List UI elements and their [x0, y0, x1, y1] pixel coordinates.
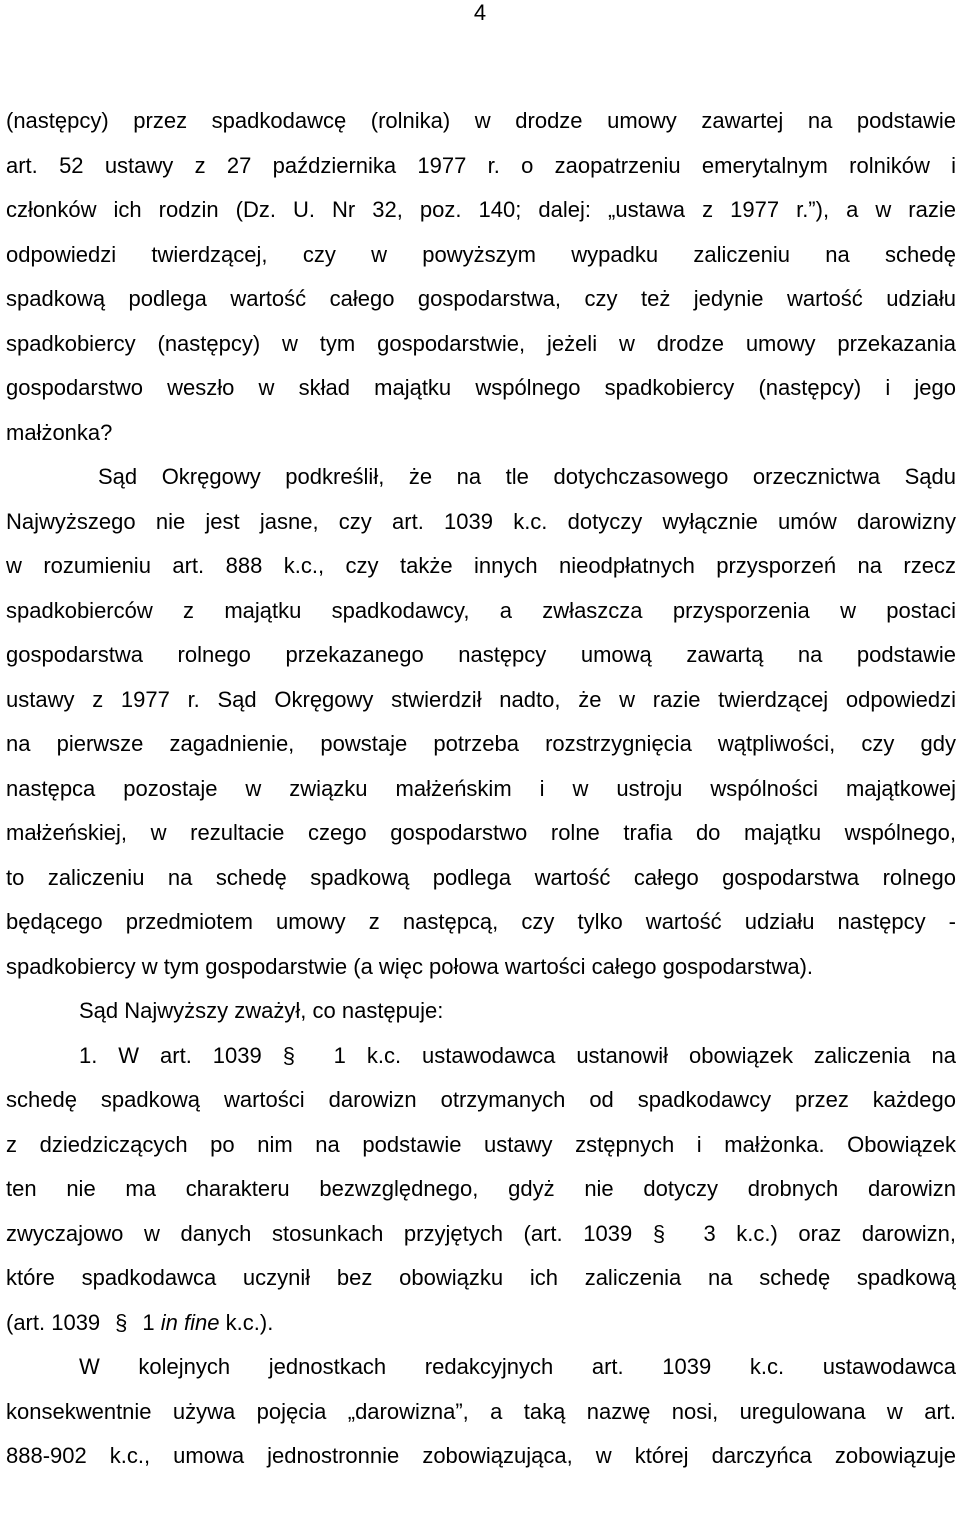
- text-fragment: 3 k.c.) oraz darowizn,: [703, 1220, 956, 1246]
- section-sign-icon: [106, 1301, 136, 1346]
- text-line: ustawy z 1977 r. Sąd Okręgowy stwierdził nadto, że w razie twierdzącej odpowiedzi: [6, 686, 956, 712]
- text-line: (następcy) przez spadkodawcę (rolnika) w drodze umowy zawartej na podstawie: [6, 108, 956, 133]
- text-line: następca pozostaje w związku małżeńskim i w ustroju wspólności majątkowej: [6, 775, 956, 801]
- text-line: to zaliczeniu na schedę spadkową podlega wartość całego gospodarstwa rolnego: [6, 864, 956, 890]
- page-number: 4: [473, 0, 487, 25]
- section-sign-icon: [653, 1212, 683, 1257]
- text-line: spadkową podlega wartość całego gospodarstwa, czy też jedynie wartość udziału: [6, 286, 956, 311]
- section-sign-icon: [283, 1034, 313, 1079]
- paragraph-1: [6, 99, 956, 455]
- text-line: 888-902 k.c., umowa jednostronnie zobowiązująca, w której darczyńca zobowiązuje: [6, 1443, 956, 1468]
- italic-text: in fine: [160, 1309, 220, 1335]
- text-line: spadkobiercy w tym gospodarstwie (a więc połowa wartości całego gospodarstwa).: [6, 953, 814, 979]
- paragraph-5: [6, 1345, 956, 1479]
- text-line: [6, 1301, 956, 1346]
- text-fragment: 1: [142, 1309, 155, 1335]
- text-fragment: zwyczajowo w danych stosunkach przyjętych (art. 1039: [6, 1220, 633, 1246]
- section-heading: Sąd Najwyższy zważył, co następuje:: [79, 998, 444, 1023]
- text-fragment: 1 k.c. ustawodawca ustanowił obowiązek zaliczenia na: [333, 1042, 956, 1068]
- text-fragment: (art. 1039: [6, 1309, 101, 1335]
- text-line: Najwyższego nie jest jasne, czy art. 1039 k.c. dotyczy wyłącznie umów darowizny: [6, 508, 956, 534]
- text-line: konsekwentnie używa pojęcia „darowizna”, a taką nazwę nosi, uregulowana w art.: [6, 1398, 956, 1424]
- text-line: schedę spadkową wartości darowizn otrzymanych od spadkodawcy przez każdego: [6, 1087, 956, 1112]
- paragraph-4: [6, 1034, 956, 1346]
- text-line: w rozumieniu art. 888 k.c., czy także innych nieodpłatnych przysporzeń na rzecz: [6, 553, 956, 578]
- text-line: na pierwsze zagadnienie, powstaje potrzeba rozstrzygnięcia wątpliwości, czy gdy: [6, 731, 956, 756]
- text-line: małżeńskiej, w rezultacie czego gospodarstwo rolne trafia do majątku wspólnego,: [6, 820, 956, 845]
- text-line: które spadkodawca uczynił bez obowiązku ich zaliczenia na schedę spadkową: [6, 1265, 956, 1290]
- document-body: [6, 99, 956, 1479]
- text-line: gospodarstwo weszło w skład majątku wspólnego spadkobiercy (następcy) i jego: [6, 375, 956, 400]
- text-line: z dziedziczących po nim na podstawie ustawy zstępnych i małżonka. Obowiązek: [6, 1131, 956, 1157]
- text-line: gospodarstwa rolnego przekazanego następcy umową zawartą na podstawie: [6, 642, 956, 667]
- paragraph-2: [6, 455, 956, 989]
- text-line: [6, 1212, 956, 1257]
- text-line: małżonka?: [6, 419, 113, 445]
- text-line: członków ich rodzin (Dz. U. Nr 32, poz. 140; dalej: „ustawa z 1977 r.”), a w razie: [6, 197, 956, 222]
- text-line: art. 52 ustawy z 27 października 1977 r. o zaopatrzeniu emerytalnym rolników i: [6, 152, 956, 178]
- text-line: spadkobiercy (następcy) w tym gospodarstwie, jeżeli w drodze umowy przekazania: [6, 330, 956, 356]
- text-line: ten nie ma charakteru bezwzględnego, gdyż nie dotyczy drobnych darowizn: [6, 1176, 956, 1201]
- text-line: W kolejnych jednostkach redakcyjnych art. 1039 k.c. ustawodawca: [79, 1354, 956, 1379]
- text-line: będącego przedmiotem umowy z następcą, czy tylko wartość udziału następcy -: [6, 909, 956, 934]
- text-line: spadkobierców z majątku spadkodawcy, a zwłaszcza przysporzenia w postaci: [6, 597, 956, 623]
- text-line: [6, 1034, 956, 1079]
- text-line: odpowiedzi twierdzącej, czy w powyższym wypadku zaliczeniu na schedę: [6, 241, 956, 267]
- text-fragment: 1. W art. 1039: [79, 1042, 262, 1068]
- paragraph-3: [6, 989, 956, 1034]
- text-fragment: k.c.).: [225, 1309, 274, 1335]
- text-line: Sąd Okręgowy podkreślił, że na tle dotychczasowego orzecznictwa Sądu: [98, 464, 956, 489]
